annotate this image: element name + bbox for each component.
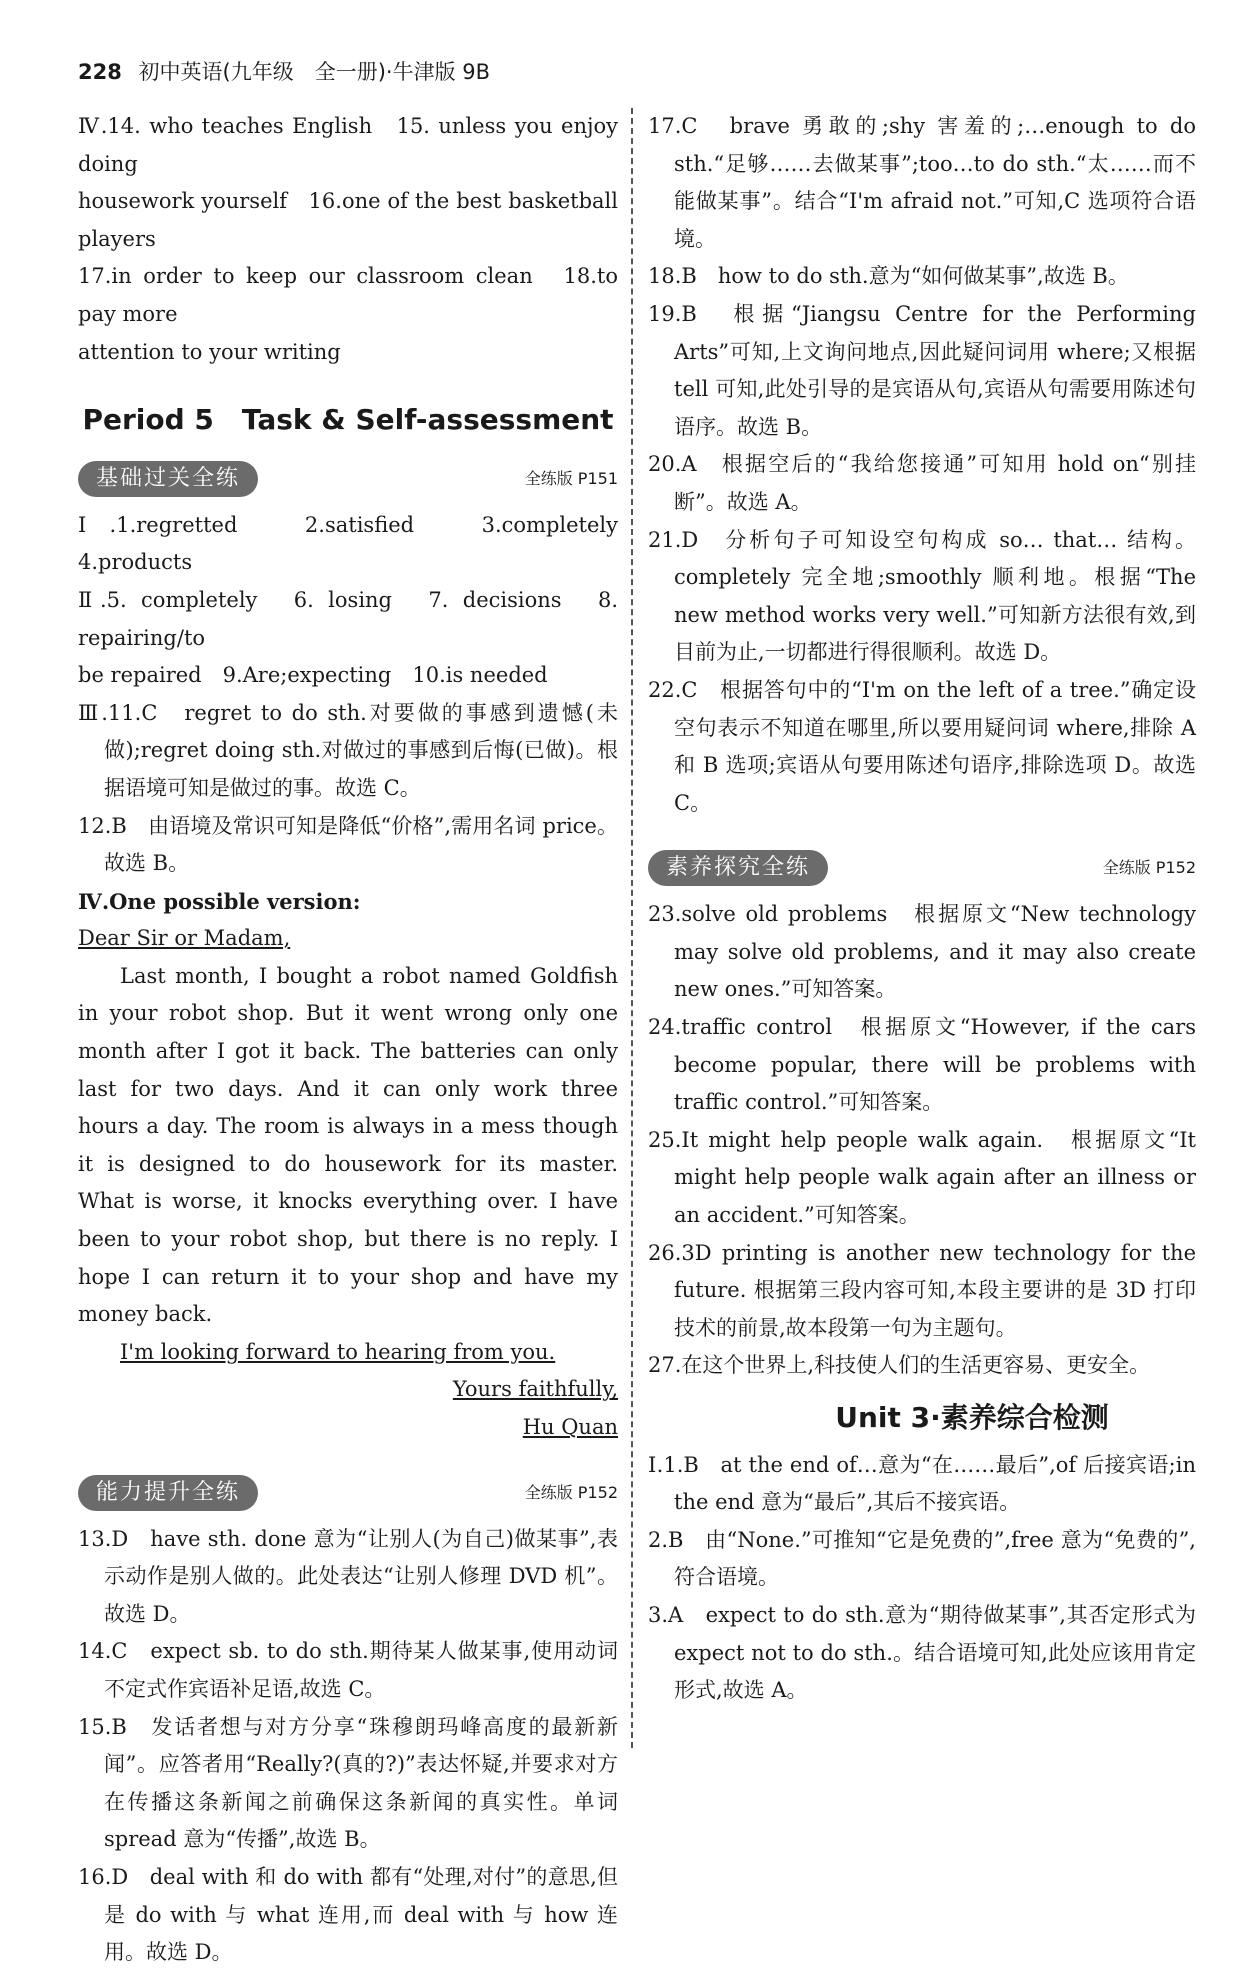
answer-item: 22.C 根据答句中的“I'm on the left of a tree.”确定设空句表示不知道在哪里,所以要用疑问词 where,排除 A 和 B 选项;宾语从句要用陈述句语序,排除选项 D。故选 C。 (648, 677, 1196, 815)
unit-title: Unit 3·素养综合检测 (835, 1401, 1109, 1434)
answer-line: Ⅰ.1.regretted 2.satisfied 3.completely 4.products (78, 512, 639, 575)
answer-item: 25.It might help people walk again. 根据原文“It might help people walk again after an illness or an accident.”可知答案。 (648, 1127, 1196, 1228)
answer-line: attention to your writing (78, 339, 341, 364)
answer-item: 18.B how to do sth.意为“如何做某事”,故选 B。 (648, 264, 1129, 289)
answer-line: 17.in order to keep our classroom clean 18.to pay more (78, 264, 618, 326)
section-header (78, 1473, 618, 1513)
answer-item: 12.B 由语境及常识可知是降低“价格”,需用名词 price。故选 B。 (78, 813, 618, 876)
answer-item: 2.B 由“None.”可推知“它是免费的”,free 意为“免费的”,符合语境。 (648, 1527, 1196, 1590)
section-header (648, 848, 1196, 888)
section-label: 基础过关全练 (78, 461, 258, 497)
answer-item: Ⅰ.1.B at the end of…意为“在……最后”,of 后接宾语;in the end 意为“最后”,其后不接宾语。 (648, 1452, 1196, 1515)
letter-closing: I'm looking forward to hearing from you. (120, 1339, 556, 1364)
answer-item: 15.B 发话者想与对方分享“珠穆朗玛峰高度的最新新闻”。应答者用“Really?(真的?)”表达怀疑,并要求对方在传播这条新闻之前确保这条新闻的真实性。单词 spread 意为“传播”,故选 B。 (78, 1714, 618, 1852)
letter-signoff: Yours faithfully, (452, 1377, 618, 1402)
letter-body: Last month, I bought a robot named Goldfish in your robot shop. But it went wrong only one month after I got it back. The batteries can only last for two days. And it can only work three hours a day. The room is always in a mess though it is designed to do housework for its master. What is worse, it knocks everything over. I have been to your robot shop, but there is no reply. I hope I can return it to your shop and have my money back. (78, 963, 618, 1327)
page-number: 228 (78, 60, 122, 84)
column-divider (631, 108, 633, 1748)
page-header (78, 56, 490, 86)
answer-item: 13.D have sth. done 意为“让别人(为自己)做某事”,表示动作是别人做的。此处表达“让别人修理 DVD 机”。故选 D。 (78, 1526, 618, 1626)
section-ref: 全练版 P151 (524, 468, 618, 488)
answer-line: Ⅱ.5. completely 6. losing 7. decisions 8. repairing/to (78, 587, 618, 650)
section-ref: 全练版 P152 (1102, 858, 1196, 878)
answer-item: 16.D deal with 和 do with 都有“处理,对付”的意思,但是 do with 与 what 连用,而 deal with 与 how 连用。故选 D。 (78, 1864, 618, 1965)
left-column (78, 108, 639, 1972)
sample-heading: Ⅳ.One possible version: (78, 888, 361, 914)
answer-item: 3.A expect to do sth.意为“期待做某事”,其否定形式为 expect not to do sth.。结合语境可知,此处应该用肯定形式,故选 A。 (648, 1602, 1196, 1703)
answer-item: 26.3D printing is another new technology for the future. 根据第三段内容可知,本段主要讲的是 3D 打印技术的前景,故本段第一句为主题句。 (648, 1240, 1196, 1340)
section-label: 素养探究全练 (648, 850, 828, 886)
letter-salutation: Dear Sir or Madam, (78, 926, 291, 951)
answer-item: 20.A 根据空后的“我给您接通”可知用 hold on“别挂断”。故选 A。 (648, 452, 1196, 514)
letter-name: Hu Quan (522, 1415, 618, 1439)
answer-line: housework yourself 16.one of the best basketball players (78, 189, 618, 251)
answer-item: 21.D 分析句子可知设空句构成 so… that… 结构。completely 完全地;smoothly 顺利地。根据“The new method works very well.”可知新方法很有效,到目前为止,一切都进行得很顺利。故选 D。 (648, 527, 1196, 665)
section-label: 能力提升全练 (78, 1475, 258, 1511)
answer-line: Ⅳ.14. who teaches English 15. unless you enjoy doing (78, 114, 618, 176)
answer-item: 17.C brave 勇敢的;shy 害羞的;…enough to do sth.“足够……去做某事”;too…to do sth.“太……而不能做某事”。结合“I'm afraid not.”可知,C 选项符合语境。 (648, 114, 1196, 251)
answer-item: 24.traffic control 根据原文“However, if the cars become popular, there will be problems with traffic control.”可知答案。 (648, 1015, 1196, 1115)
answer-item: 14.C expect sb. to do sth.期待某人做某事,使用动词不定式作宾语补足语,故选 C。 (78, 1639, 618, 1701)
section-ref: 全练版 P152 (524, 1482, 618, 1502)
book-title: 初中英语(九年级 全一册)·牛津版 9B (138, 60, 491, 84)
right-column (648, 108, 1196, 1710)
section-header (78, 459, 618, 499)
answer-item: 27.在这个世界上,科技使人们的生活更容易、更安全。 (648, 1353, 1151, 1378)
answer-item: 19.B 根据“Jiangsu Centre for the Performing Arts”可知,上文询问地点,因此疑问词用 where;又根据 tell 可知,此处引导的是宾语从句,宾语从句需要用陈述句语序。故选 B。 (648, 301, 1196, 439)
answer-item: Ⅲ.11.C regret to do sth.对要做的事感到遗憾(未做);regret doing sth.对做过的事感到后悔(已做)。根据语境可知是做过的事。故选 C。 (78, 700, 618, 800)
period-title: Period 5 Task & Self-assessment (82, 403, 614, 437)
answer-line: be repaired 9.Are;expecting 10.is needed (78, 663, 548, 688)
answer-item: 23.solve old problems 根据原文“New technology may solve old problems, and it may also create new ones.”可知答案。 (648, 902, 1196, 1002)
